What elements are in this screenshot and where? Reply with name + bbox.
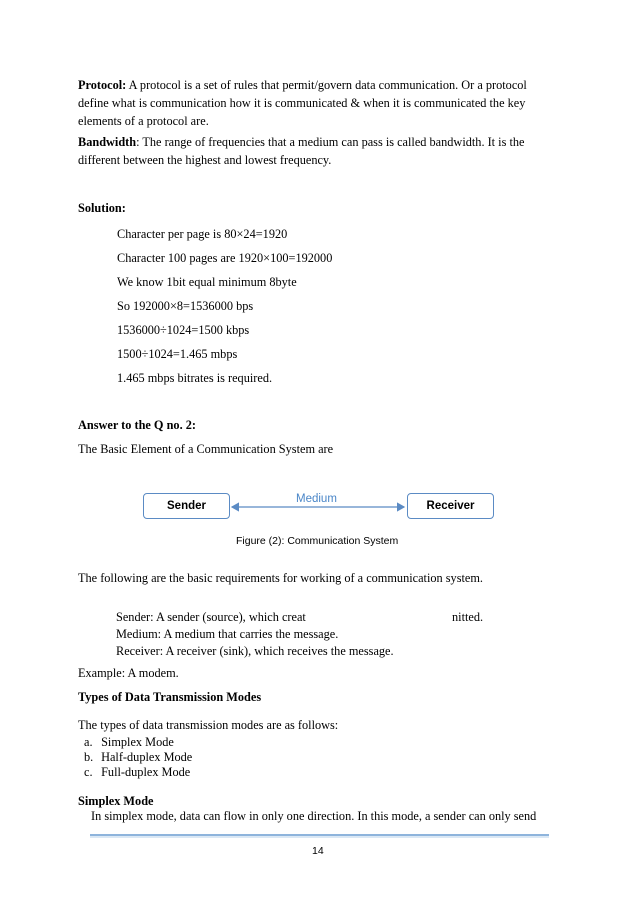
requirement-text-fragment: nitted. xyxy=(452,610,484,624)
bandwidth-paragraph xyxy=(78,133,562,169)
requirement-item xyxy=(116,609,306,626)
simplex-heading: Simplex Mode xyxy=(78,794,154,808)
modes-list-item xyxy=(84,734,174,750)
solution-step: Character 100 pages are 1920×100=192000 xyxy=(117,251,333,265)
list-label: Simplex Mode xyxy=(101,735,174,749)
modes-list-item xyxy=(84,749,192,765)
solution-heading: Solution: xyxy=(78,201,126,215)
list-marker: c. xyxy=(84,765,93,779)
bandwidth-line-2: different between the highest and lowest frequency. xyxy=(78,153,332,167)
receiver-label: Receiver xyxy=(426,500,475,512)
sender-box xyxy=(143,493,230,519)
page-number: 14 xyxy=(312,845,324,857)
list-marker: b. xyxy=(84,750,94,764)
solution-step: So 192000×8=1536000 bps xyxy=(117,299,254,313)
requirement-item: Medium: A medium that carries the message. xyxy=(116,627,339,641)
bandwidth-term: Bandwidth xyxy=(78,135,137,149)
solution-step: 1.465 mbps bitrates is required. xyxy=(117,371,273,385)
protocol-line-3: elements of a protocol are. xyxy=(78,114,209,128)
sender-label: Sender xyxy=(167,500,206,512)
requirement-text: Sender: A sender (source), which creat xyxy=(116,610,306,624)
solution-step: 1500÷1024=1.465 mbps xyxy=(117,347,238,361)
simplex-text: In simplex mode, data can flow in only one direction. In this mode, a sender can only send xyxy=(91,809,537,823)
footer-rule xyxy=(0,833,638,839)
protocol-paragraph xyxy=(78,76,562,130)
figure-caption: Figure (2): Communication System xyxy=(236,535,399,547)
answer2-intro: The Basic Element of a Communication System are xyxy=(78,442,334,456)
list-marker: a. xyxy=(84,735,93,749)
medium-label: Medium xyxy=(296,493,337,505)
receiver-box xyxy=(407,493,494,519)
answer2-heading: Answer to the Q no. 2: xyxy=(78,418,196,432)
protocol-line-2: define what is communication how it is communicated & when it is communicated the key xyxy=(78,96,526,110)
modes-heading: Types of Data Transmission Modes xyxy=(78,690,262,704)
example-line: Example: A modem. xyxy=(78,666,179,680)
solution-step: We know 1bit equal minimum 8byte xyxy=(117,275,297,289)
modes-list-item xyxy=(84,764,190,780)
protocol-term: Protocol: xyxy=(78,78,127,92)
list-label: Half-duplex Mode xyxy=(101,750,193,764)
bandwidth-line-1: : The range of frequencies that a medium can pass is called bandwidth. It is the xyxy=(136,135,525,149)
modes-intro: The types of data transmission modes are as follows: xyxy=(78,718,339,732)
protocol-line-1: A protocol is a set of rules that permit/govern data communication. Or a protocol xyxy=(126,78,527,92)
communication-diagram xyxy=(0,485,638,525)
requirement-item: Receiver: A receiver (sink), which receives the message. xyxy=(116,644,394,658)
list-label: Full-duplex Mode xyxy=(101,765,191,779)
solution-step: Character per page is 80×24=1920 xyxy=(117,227,288,241)
solution-step: 1536000÷1024=1500 kbps xyxy=(117,323,250,337)
requirements-intro: The following are the basic requirements for working of a communication system. xyxy=(78,571,483,585)
